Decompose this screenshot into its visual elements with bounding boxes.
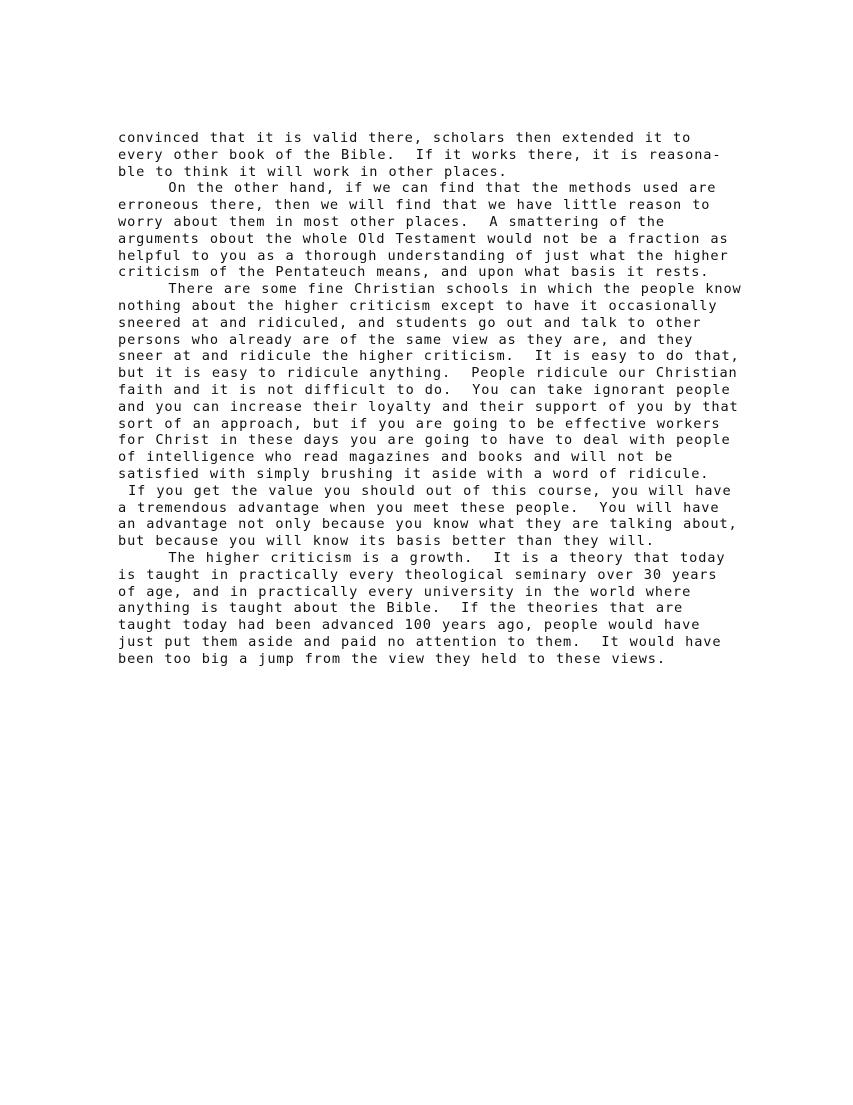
body-text <box>118 130 776 668</box>
text-line: On the other hand, if we can find that the methods used are <box>118 180 717 197</box>
text-line: ble to think it will work in other places. <box>118 163 508 180</box>
text-line: a tremendous advantage when you meet these people. You will have <box>118 499 720 516</box>
text-line: There are some fine Christian schools in which the people know <box>118 281 742 298</box>
text-line: erroneous there, then we will find that we have little reason to <box>118 197 711 214</box>
text-line: arguments obout the whole Old Testament would not be a fraction as <box>118 230 729 247</box>
text-line: sort of an approach, but if you are going to be effective workers <box>118 415 721 432</box>
text-line: The higher criticism is a growth. It is a theory that today <box>118 549 726 566</box>
text-line: an advantage not only because you know what they are talking about, <box>118 516 738 533</box>
paragraph-2 <box>118 180 776 281</box>
text-line: convinced that it is valid there, scholars then extended it to <box>118 130 692 146</box>
text-line: helpful to you as a thorough understanding of just what the higher <box>118 247 729 264</box>
paragraph-4 <box>118 550 776 668</box>
text-line: is taught in practically every theological seminary over 30 years <box>118 566 718 583</box>
text-line: faith and it is not difficult to do. You can take ignorant people <box>118 381 731 398</box>
text-line: of intelligence who read magazines and books and will not be <box>118 449 674 466</box>
text-line: If you get the value you should out of this course, you will have <box>118 482 732 499</box>
text-line: but because you will know its basis better than they will. <box>118 533 655 550</box>
text-line: taught today had been advanced 100 years ago, people would have <box>118 617 701 634</box>
paragraph-1 <box>118 130 776 180</box>
text-line: criticism of the Pentateuch means, and upon what basis it rests. <box>118 264 710 281</box>
text-line: satisfied with simply brushing it aside with a word of ridicule. <box>118 465 710 482</box>
text-line: nothing about the higher criticism except to have it occasionally <box>118 297 718 314</box>
text-line: but it is easy to ridicule anything. People ridicule our Christian <box>118 365 738 382</box>
paragraph-3 <box>118 281 776 550</box>
text-line: every other book of the Bible. If it works there, it is reasona- <box>118 146 722 163</box>
text-line: sneered at and ridiculed, and students go out and talk to other <box>118 314 702 331</box>
text-line: sneer at and ridicule the higher criticism. It is easy to do that, <box>118 348 740 365</box>
text-line: just put them aside and paid no attention to them. It would have <box>118 633 722 650</box>
text-line: of age, and in practically every university in the world where <box>118 583 692 600</box>
text-line: anything is taught about the Bible. If the theories that are <box>118 600 684 617</box>
text-line: been too big a jump from the view they held to these views. <box>118 650 666 667</box>
text-line: for Christ in these days you are going to have to deal with people <box>118 432 731 449</box>
text-line: and you can increase their loyalty and their support of you by that <box>118 398 739 415</box>
text-line: worry about them in most other places. A smattering of the <box>118 213 665 230</box>
text-line: persons who already are of the same view as they are, and they <box>118 331 694 348</box>
